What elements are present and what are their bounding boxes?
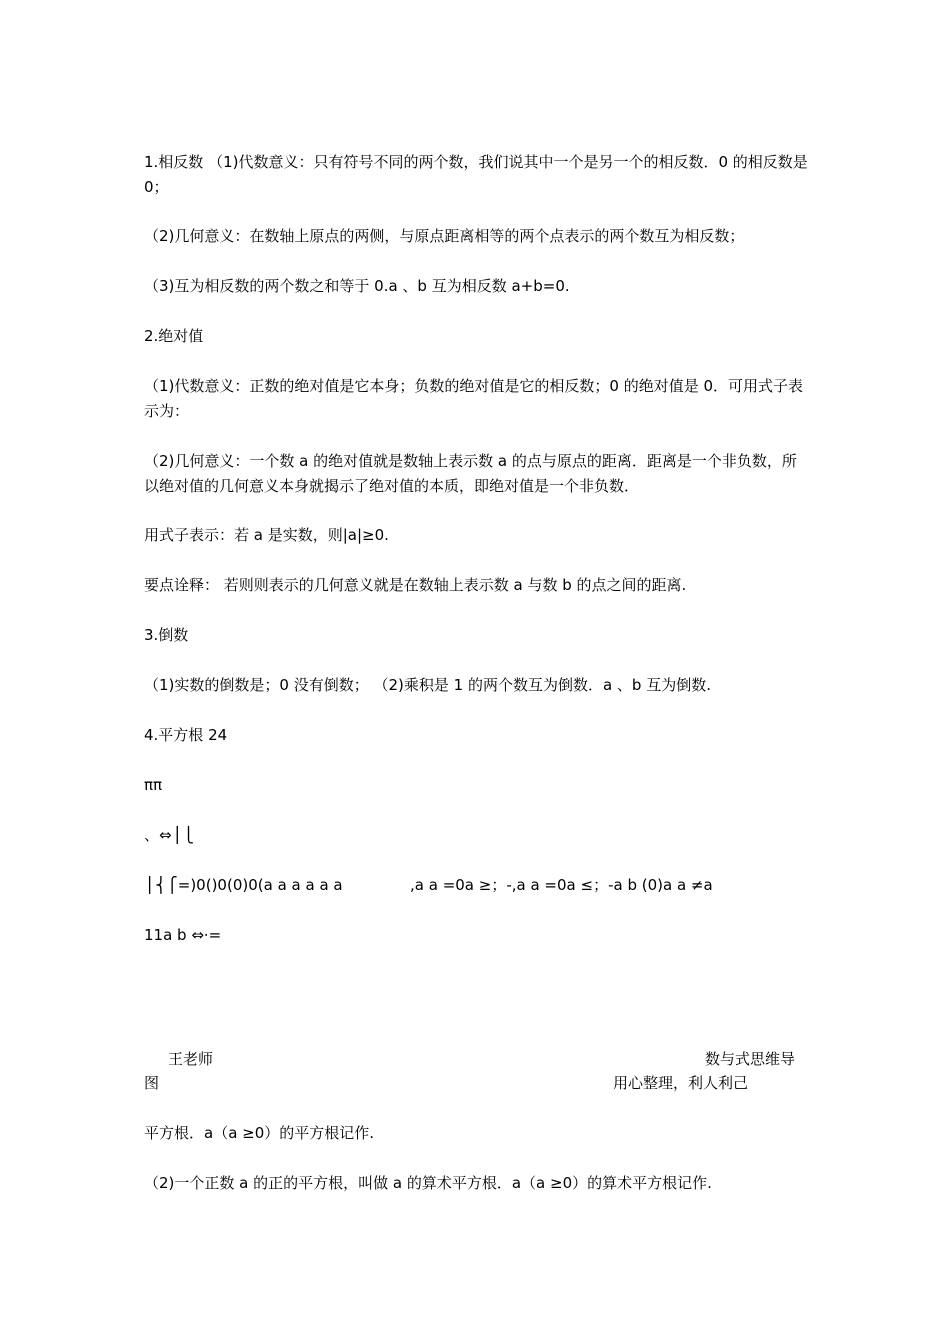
formula-fragment-pi: ππ	[144, 776, 163, 794]
footer-title-continued: 图	[144, 1074, 160, 1092]
paragraph-key-points: 要点诠释： 若则则表示的几何意义就是在数轴上表示数 a 与数 b 的点之间的距离.	[144, 576, 687, 594]
paragraph-arithmetic-square-root: （2)一个正数 a 的正的平方根，叫做 a 的算术平方根．a（a ≥0）的算术平方根记作.	[144, 1174, 712, 1192]
heading-square-root: 4.平方根 24	[144, 726, 228, 744]
formula-fragment-product: 11a b ⇔⋅=	[144, 926, 222, 944]
footer-motto: 用心整理，利人利己	[613, 1074, 749, 1092]
footer-title: 数与式思维导	[705, 1050, 796, 1068]
paragraph-square-root-notation: 平方根．a（a ≥0）的平方根记作.	[144, 1124, 375, 1142]
paragraph-absolute-geometric: （2)几何意义：一个数 a 的绝对值就是数轴上表示数 a 的点与原点的距离．距离是一个非负数，所以绝对值的几何意义本身就揭示了绝对值的本质，即绝对值是一个非负数．	[144, 452, 797, 495]
heading-reciprocal: 3.倒数	[144, 626, 189, 644]
paragraph-absolute-algebraic: （1)代数意义：正数的绝对值是它本身；负数的绝对值是它的相反数；0 的绝对值是 0．可用式子表示为：	[144, 377, 804, 420]
footer-author: 王老师	[168, 1050, 214, 1068]
paragraph-absolute-formula: 用式子表示：若 a 是实数，则|a|≥0.	[144, 526, 389, 544]
paragraph-reciprocal: （1)实数的倒数是；0 没有倒数； （2)乘积是 1 的两个数互为倒数．a 、b 互为倒数.	[144, 676, 711, 694]
paragraph-opposite-sum: （3)互为相反数的两个数之和等于 0.a 、b 互为相反数 a+b=0.	[144, 277, 570, 295]
paragraph-opposite-geometric: （2)几何意义：在数轴上原点的两侧，与原点距离相等的两个点表示的两个数互为相反数；	[144, 227, 745, 245]
formula-fragment-brace: 、⇔⎪⎩	[144, 826, 195, 844]
formula-fragment-cases: ⎪⎨⎧=)0()0(0)0(a a a a a a	[144, 876, 343, 894]
formula-fragment-conditions: ,a a =0a ≥；-,a a =0a ≤；-a b (0)a a ≠a	[410, 876, 713, 894]
heading-absolute-value: 2.绝对值	[144, 327, 204, 345]
paragraph-opposite-numbers: 1.相反数 （1)代数意义：只有符号不同的两个数，我们说其中一个是另一个的相反数．0 的相反数是 0；	[144, 153, 808, 196]
